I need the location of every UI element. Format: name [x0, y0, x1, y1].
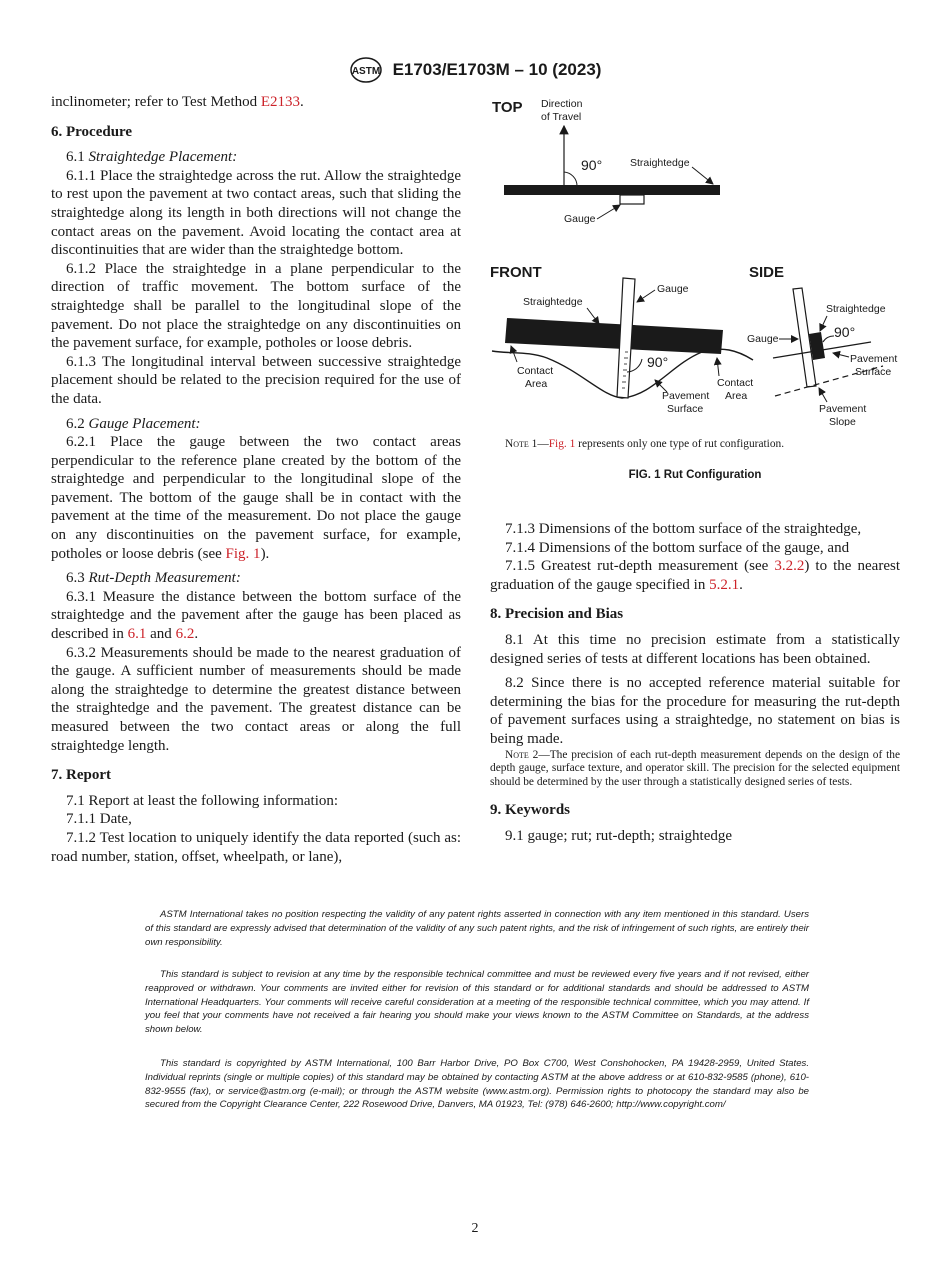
paragraph-6-3-1: 6.3.1 Measure the distance between the bottom surface of the straightedge and the pavement after the gauge has been placed as described in 6.1 and 6.2. [51, 588, 461, 643]
rut-diagram [487, 96, 917, 426]
top-straightedge-pointer [692, 167, 713, 184]
paragraph-6-2-1: 6.2.1 Place the gauge between the two contact areas perpendicular to the reference plane created by the bottom of the straightedge and perpendicular to the longitudinal slope of the pavement. The bottom of the gauge shall be in contact with the pavement at the time of the measurement. Do not place the gauge on any discontinuities on the pavement surface, for example, potholes or loose debris (see Fig. 1). [51, 434, 461, 562]
paragraph-7-1-2: 7.1.2 Test location to uniquely identify the data reported (such as: road number, station, offset, wheelpath, or lane), [51, 829, 461, 865]
paragraph-7-1-4: 7.1.4 Dimensions of the bottom surface of the gauge, and [505, 539, 850, 556]
side-pavement-surface-pointer [833, 353, 849, 357]
side-angle-label: 90° [834, 324, 856, 340]
front-gauge-label: Gauge [657, 283, 689, 295]
paragraph-6-3-2: 6.3.2 Measurements should be made to the nearest graduation of the gauge. A sufficient number of measurements should be made along the straightedge to determine the greatest distance between the straightedge and the pavement. The greatest distance can be measured between the two contact areas or along the full straightedge length. [51, 644, 461, 754]
xref-3-2-2[interactable]: 3.2.2 [774, 558, 805, 575]
paragraph-6-1-3: 6.1.3 The longitudinal interval between successive straightedge placement should be related to the precision required for the use of the data. [51, 353, 461, 407]
paragraph-9-1: 9.1 gauge; rut; rut-depth; straightedge [505, 827, 733, 844]
front-gauge-pointer [637, 290, 655, 302]
paragraph-7-1-3: 7.1.3 Dimensions of the bottom surface of the straightedge, [505, 521, 862, 537]
logo-text: ASTM [351, 66, 380, 77]
front-contact-right-2: Area [725, 390, 748, 402]
top-gauge [620, 195, 644, 204]
astm-logo [349, 57, 383, 83]
xref-5-2-1[interactable]: 5.2.1 [709, 576, 740, 593]
top-straightedge [504, 185, 720, 195]
side-straightedge-label: Straightedge [826, 303, 886, 315]
front-contact-right-1: Contact [717, 377, 754, 389]
xref-e2133[interactable]: E2133 [260, 94, 301, 110]
front-contact-left-1: Contact [517, 365, 554, 377]
section-7-heading: 7. Report [51, 767, 111, 784]
footer-patent-notice: ASTM International takes no position respecting the validity of any patent rights asserted in connection with any item mentioned in this standard. Users of this standard are expressly advised that determination of the validity of any such patent rights, and the risk of infringement of such rights, are entirely their own responsibility. [145, 909, 809, 948]
paragraph-7-1-1: 7.1.1 Date, [66, 811, 132, 828]
xref-6-2[interactable]: 6.2 [175, 626, 195, 643]
page-header [0, 57, 950, 83]
front-straightedge-pointer [587, 308, 599, 324]
front-pavement-label-2: Surface [667, 403, 704, 415]
paragraph-8-1: 8.1 At this time no precision estimate from a statistically designed series of tests at different locations has been obtained. [490, 631, 900, 667]
top-angle-label: 90° [581, 157, 603, 173]
xref-fig-1[interactable]: Fig. 1 [225, 545, 261, 562]
front-contact-left-2: Area [525, 378, 548, 390]
side-straightedge-pointer [820, 316, 827, 331]
paragraph-6-3: 6.3 Rut-Depth Measurement: [66, 570, 241, 587]
footer-copyright-notice: This standard is copyrighted by ASTM International, 100 Barr Harbor Drive, PO Box C700, West Conshohocken, PA 19428-2959, United States. Individual reprints (single or multiple copies) of this standard may be obtained by contacting ASTM at the above address or at 610-832-9585 (phone), 610-832-9555 (fax), or service@astm.org (e-mail); or through the ASTM website (www.astm.org). Permission rights to photocopy the standard may also be secured from the Copyright Clearance Center, 222 Rosewood Drive, Danvers, MA 01923, Tel: (978) 646-2600; http://www.copyright.com/ [145, 1058, 809, 1111]
side-pavement-slope-label-2: Slope [829, 416, 856, 426]
figure-caption: FIG. 1 Rut Configuration [628, 469, 762, 481]
side-gauge-label: Gauge [747, 333, 779, 345]
side-pavement-slope-pointer [819, 388, 827, 402]
right-column [490, 520, 900, 845]
front-straightedge [505, 318, 723, 354]
side-view-label: SIDE [749, 264, 785, 281]
paragraph-7-1-5: 7.1.5 Greatest rut-depth measurement (see 3.2.2) to the nearest graduation of the gauge specified in 5.2.1. [490, 558, 900, 593]
front-contact-left-pointer [511, 346, 517, 362]
xref-fig-1-note[interactable]: Fig. 1 [548, 438, 576, 450]
side-pavement-surface-label-1: Pavement [850, 353, 898, 365]
paragraph-6-1-1: 6.1.1 Place the straightedge across the rut. Allow the straightedge to rest upon the pavement at two contact areas, such that sliding the straightedge along its length in both directions will not change the contact areas on the pavement. Avoid locating the contact area at discontinuities that are wider than the straightedge bottom. [51, 167, 461, 259]
note-2: Note 2—The precision of each rut-depth measurement depends on the design of the depth gauge, surface texture, and operator skill. The precision for the selected equipment should be determined by the user through a statistically designed series of tests. [490, 748, 900, 789]
figure-note-1: Note 1—Fig. 1 represents only one type of rut configuration. [505, 438, 785, 450]
front-view-label: FRONT [490, 264, 542, 281]
paragraph-6-2: 6.2 Gauge Placement: [66, 415, 201, 432]
top-straightedge-label: Straightedge [630, 157, 690, 169]
side-pavement-slope-label-1: Pavement [819, 403, 867, 415]
footer-revision-notice: This standard is subject to revision at any time by the responsible technical committee and must be reviewed every five years and if not revised, either reapproved or withdrawn. Your comments are invited either for revision of this standard or for additional standards and should be addressed to ASTM International Headquarters. Your comments will receive careful consideration at a meeting of the responsible technical committee, which you may attend. If you feel that your comments have not received a fair hearing you should make your views known to the ASTM Committee on Standards, at the address shown below. [145, 969, 809, 1036]
page-number: 2 [471, 1221, 479, 1236]
document-designation: E1703/E1703M – 10 (2023) [392, 60, 602, 79]
paragraph-continued: inclinometer; refer to Test Method E2133. [51, 94, 304, 110]
top-angle-arc [564, 172, 577, 186]
direction-label-2: of Travel [541, 111, 582, 123]
direction-label-1: Direction [541, 98, 583, 110]
front-angle-label: 90° [647, 354, 669, 370]
paragraph-6-1: 6.1 Straightedge Placement: [66, 149, 238, 166]
front-contact-right-pointer [717, 358, 719, 376]
xref-6-1[interactable]: 6.1 [127, 626, 147, 643]
left-column [51, 93, 461, 866]
figure-1-rut-configuration [487, 96, 917, 426]
section-6-heading: 6. Procedure [51, 123, 133, 140]
paragraph-7-1: 7.1 Report at least the following information: [66, 792, 339, 809]
top-gauge-pointer [597, 205, 620, 219]
front-pavement-pointer [655, 380, 667, 392]
paragraph-6-1-2: 6.1.2 Place the straightedge in a plane perpendicular to the direction of traffic movement. The bottom surface of the straightedge shall be parallel to the longitudinal slope of the pavement. Do not place the straightedge on any discontinuities on the pavement surface, for example, potholes or loose debris. [51, 260, 461, 352]
section-8-heading: 8. Precision and Bias [490, 606, 624, 623]
top-view-label: TOP [492, 99, 523, 116]
side-angle-arc [823, 336, 834, 342]
paragraph-8-2: 8.2 Since there is no accepted reference material suitable for determining the bias for the procedure for measuring the rut-depth of pavement surfaces using a straightedge, no statement on bias is being made. [490, 675, 900, 747]
top-gauge-label: Gauge [564, 213, 596, 225]
front-pavement-label-1: Pavement [662, 390, 710, 402]
side-pavement-surface-label-2: Surface [855, 366, 892, 378]
front-straightedge-label: Straightedge [523, 296, 583, 308]
section-9-heading: 9. Keywords [490, 801, 570, 818]
